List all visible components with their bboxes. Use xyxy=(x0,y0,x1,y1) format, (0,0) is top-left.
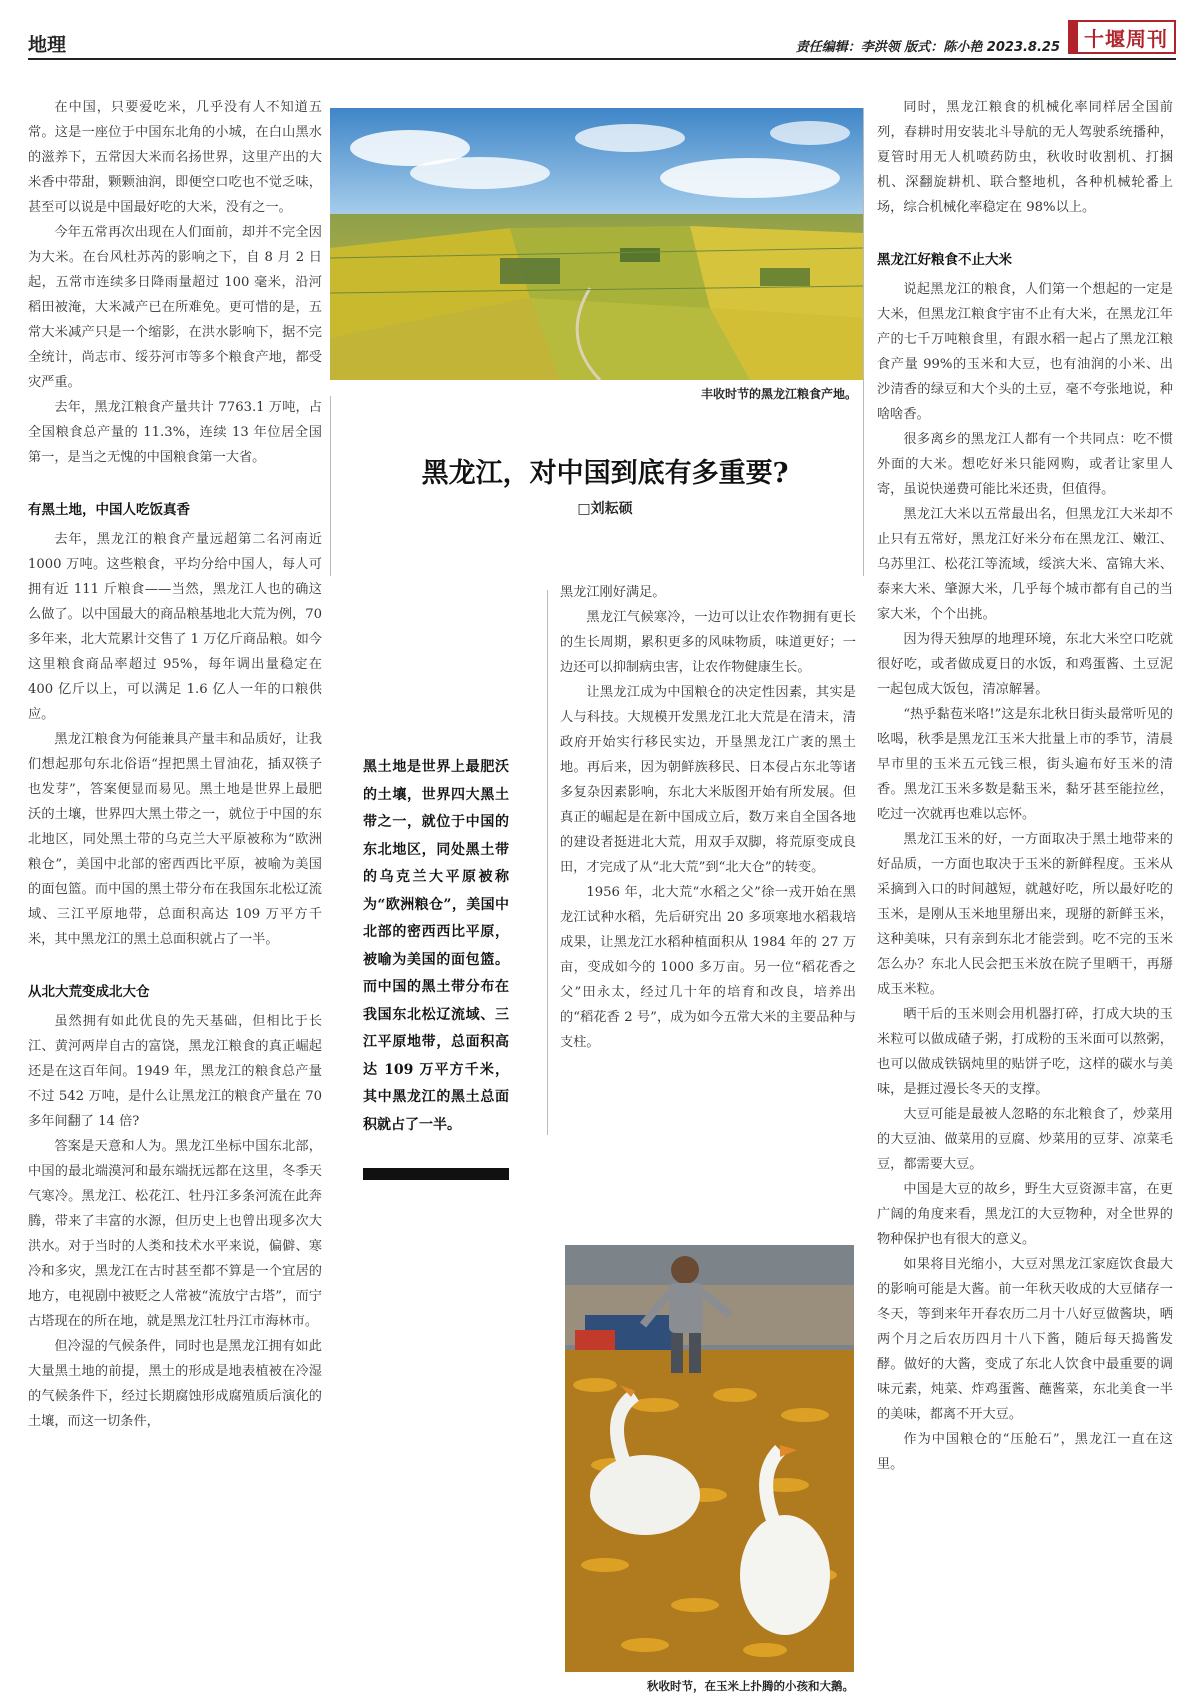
paragraph: 去年，黑龙江的粮食产量远超第二名河南近 1000 万吨。这些粮食，平均分给中国人，每人可拥有近 111 斤粮食——当然，黑龙江人也的确这么做了。以中国最大的商品粮基地北大荒为例，70 多年来，北大荒累计交售了 1 万亿斤商品粮。如今这里粮食商品率超过 95%，每年调出量稳定在 400 亿斤以上，可以满足 1.6 亿人一年的口粮供应。 xyxy=(28,532,322,722)
newspaper-logo xyxy=(1068,20,1176,54)
pull-quote-bar xyxy=(363,1168,509,1180)
paragraph: 中国是大豆的故乡，野生大豆资源丰富，在更广阔的角度来看，黑龙江的大豆物种，对全世界的物种保护也有很大的意义。 xyxy=(877,1182,1173,1247)
column-3 xyxy=(877,95,1173,1477)
paragraph: 答案是天意和人为。黑龙江坐标中国东北部，中国的最北端漠河和最东端抚远都在这里，冬季天气寒冷。黑龙江、松花江、牡丹江多条河流在此奔腾，带来了丰富的水源，但历史上也曾出现多次大洪水。对于当时的人类和技术水平来说，偏僻、寒冷和多灾，黑龙江在古时甚至都不算是一个宜居的地方，电视剧中被贬之人常被“流放宁古塔”，而宁古塔现在的所在地，就是黑龙江牡丹江市海林市。 xyxy=(28,1139,322,1329)
paragraph: 大豆可能是最被人忽略的东北粮食了，炒菜用的大豆油、做菜用的豆腐、炒菜用的豆芽、凉菜毛豆，都需要大豆。 xyxy=(877,1107,1173,1172)
logo-bar xyxy=(1070,22,1078,52)
paragraph: 如果将目光缩小，大豆对黑龙江家庭饮食最大的影响可能是大酱。前一年秋天收成的大豆储存一冬天，等到来年开春农历二月十八好豆做酱块，晒两个月之后农历四月十八下酱，随后每天捣酱发酵。做好的大酱，变成了东北人饮食中最重要的调味元素，炖菜、炸鸡蛋酱、蘸酱菜，东北美食一半的美味，都离不开大豆。 xyxy=(877,1257,1173,1422)
paragraph: 黑龙江粮食为何能兼具产量丰和品质好，让我们想起那句东北俗语“捏把黑土冒油花，插双筷子也发芽”，答案便显而易见。黑土地是世界上最肥沃的土壤，世界四大黑土带之一，就位于中国的东北地区，同处黑土带的乌克兰大平原被称为“欧洲粮仓”，美国中北部的密西西比平原，被喻为美国的面包篮。而中国的黑土带分布在我国东北松辽流域、三江平原地带，总面积高达 109 万平方千米，其中黑龙江的黑土总面积就占了一半。 xyxy=(28,732,322,947)
paragraph: “热乎黏苞米咯!”这是东北秋日街头最常听见的吆喝，秋季是黑龙江玉米大批量上市的季节，清晨早市里的玉米五元钱三根，街头遍布好玉米的清香。黑龙江玉米多数是黏玉米，黏牙甚至能拉丝，吃过一次就再也难以忘怀。 xyxy=(877,707,1173,822)
subheading: 从北大荒变成北大仓 xyxy=(28,984,150,1000)
editor-credits: 责任编辑：李洪领 版式：陈小艳 2023.8.25 xyxy=(795,40,1060,55)
paragraph: 但冷湿的气候条件，同时也是黑龙江拥有如此大量黑土地的前提，黑土的形成是地表植被在冷湿的气候条件下，经过长期腐蚀形成腐殖质后演化的土壤，而这一切条件， xyxy=(28,1339,322,1429)
corn-harvest-photo xyxy=(565,1245,854,1672)
column-2 xyxy=(560,580,856,1055)
bottom-photo-caption: 秋收时节，在玉米上扑腾的小孩和大鹅。 xyxy=(647,1679,854,1693)
paragraph: 今年五常再次出现在人们面前，却并不完全因为大米。在台风杜苏芮的影响之下，自 8 月 2 日起，五常市连续多日降雨量超过 100 毫米，沿河稻田被淹，大米减产已在所难免。更可惜的是，五常大米减产只是一个缩影，在洪水影响下，据不完全统计，尚志市、绥芬河市等多个粮食产地，都受灾严重。 xyxy=(28,225,322,390)
frame-line-left xyxy=(330,396,331,576)
paragraph: 黑龙江气候寒冷，一边可以让农作物拥有更长的生长周期，累积更多的风味物质，味道更好；一边还可以抑制病虫害，让农作物健康生长。 xyxy=(560,610,856,675)
section-label: 地理 xyxy=(28,34,67,56)
paragraph: 在中国，只要爱吃米，几乎没有人不知道五常。这是一座位于中国东北角的小城，在白山黑水的滋养下，五常因大米而名扬世界，这里产出的大米香中带甜，颗颗油润，即便空口吃也不觉乏味，甚至可以说是中国最好吃的大米，没有之一。 xyxy=(28,100,322,215)
top-photo-caption: 丰收时节的黑龙江粮食产地。 xyxy=(700,387,857,401)
paragraph: 黑龙江刚好满足。 xyxy=(560,585,666,600)
frame-line-right xyxy=(863,108,864,576)
logo-text: 十堰周刊 xyxy=(1084,26,1168,51)
paragraph: 很多离乡的黑龙江人都有一个共同点：吃不惯外面的大米。想吃好米只能网购，或者让家里人寄，虽说快递费可能比米还贵，但值得。 xyxy=(877,432,1173,497)
header-rule xyxy=(28,58,1176,60)
paragraph: 作为中国粮仓的“压舱石”，黑龙江一直在这里。 xyxy=(877,1432,1173,1472)
farmland-aerial-photo xyxy=(330,108,863,380)
paragraph: 虽然拥有如此优良的先天基础，但相比于长江、黄河两岸自古的富饶，黑龙江粮食的真正崛起还是在这百年间。1949 年，黑龙江的粮食总产量不过 542 万吨，是什么让黑龙江的粮食产量在 70 多年间翻了 14 倍? xyxy=(28,1014,322,1129)
paragraph: 1956 年，北大荒“水稻之父”徐一戎开始在黑龙江试种水稻，先后研究出 20 多项寒地水稻栽培成果，让黑龙江水稻种植面积从 1984 年的 27 万亩，变成如今的 1000 多万亩。另一位“稻花香之父”田永太，经过几十年的培育和改良，培养出的“稻花香 2 号”，成为如今五常大米的主要品种与支柱。 xyxy=(560,885,856,1050)
paragraph: 同时，黑龙江粮食的机械化率同样居全国前列，春耕时用安装北斗导航的无人驾驶系统播种，夏管时用无人机喷药防虫，秋收时收割机、打捆机、深翻旋耕机、联合整地机，各种机械轮番上场，综合机械化率稳定在 98%以上。 xyxy=(877,100,1173,215)
column-divider xyxy=(547,590,548,1135)
paragraph: 因为得天独厚的地理环境，东北大米空口吃就很好吃，或者做成夏日的水饭，和鸡蛋酱、土豆泥一起包成大饭包，清凉解暑。 xyxy=(877,632,1173,697)
paragraph: 去年，黑龙江粮食产量共计 7763.1 万吨，占全国粮食总产量的 11.3%，连续 13 年位居全国第一，是当之无愧的中国粮食第一大省。 xyxy=(28,400,322,465)
pull-quote: 黑土地是世界上最肥沃的土壤，世界四大黑土带之一，就位于中国的东北地区，同处黑土带的乌克兰大平原被称为“欧洲粮仓”，美国中北部的密西西比平原，被喻为美国的面包篮。而中国的黑土带分布在我国东北松辽流域、三江平原地带，总面积高达 109 万平方千米，其中黑龙江的黑土总面积就占了一半。 xyxy=(363,759,509,1133)
article-title: 黑龙江，对中国到底有多重要? xyxy=(421,458,789,489)
paragraph: 黑龙江大米以五常最出名，但黑龙江大米却不止只有五常好，黑龙江好米分布在黑龙江、嫩江、乌苏里江、松花江等流域，绥滨大米、富锦大米、泰来大米、肇源大米，几乎每个城市都有自己的当家大米，个个出挑。 xyxy=(877,507,1173,622)
paragraph: 让黑龙江成为中国粮仓的决定性因素，其实是人与科技。大规模开发黑龙江北大荒是在清末，清政府开始实行移民实边，开垦黑龙江广袤的黑土地。再后来，因为朝鲜族移民、日本侵占东北等诸多复杂因素影响，东北大米版图开始有所发展。但真正的崛起是在新中国成立后，数万来自全国各地的建设者挺进北大荒，用双手双脚，将荒原变成良田，才完成了从“北大荒”到“北大仓”的转变。 xyxy=(560,685,856,875)
article-author: □刘耘硕 xyxy=(577,501,633,517)
subheading: 有黑土地，中国人吃饭真香 xyxy=(28,502,190,518)
paragraph: 黑龙江玉米的好，一方面取决于黑土地带来的好品质，一方面也取决于玉米的新鲜程度。玉米从采摘到入口的时间越短，就越好吃，所以最好吃的玉米，是刚从玉米地里掰出来，现掰的新鲜玉米，这种美味，只有亲到东北才能尝到。吃不完的玉米怎么办？东北人民会把玉米放在院子里晒干，再掰成玉米粒。 xyxy=(877,832,1173,997)
column-1 xyxy=(28,95,322,1434)
paragraph: 说起黑龙江的粮食，人们第一个想起的一定是大米，但黑龙江粮食宇宙不止有大米，在黑龙江年产的七千万吨粮食里，有跟水稻一起占了黑龙江粮食产量 99%的玉米和大豆，也有油润的小米、出沙清香的绿豆和大个头的土豆，毫不夸张地说，种啥啥香。 xyxy=(877,282,1173,422)
paragraph: 晒干后的玉米则会用机器打碎，打成大块的玉米粒可以做成碴子粥，打成粉的玉米面可以熬粥，也可以做成铁锅炖里的贴饼子吃，这样的碳水与美味，是捱过漫长冬天的支撑。 xyxy=(877,1007,1173,1097)
subheading: 黑龙江好粮食不止大米 xyxy=(877,252,1012,268)
